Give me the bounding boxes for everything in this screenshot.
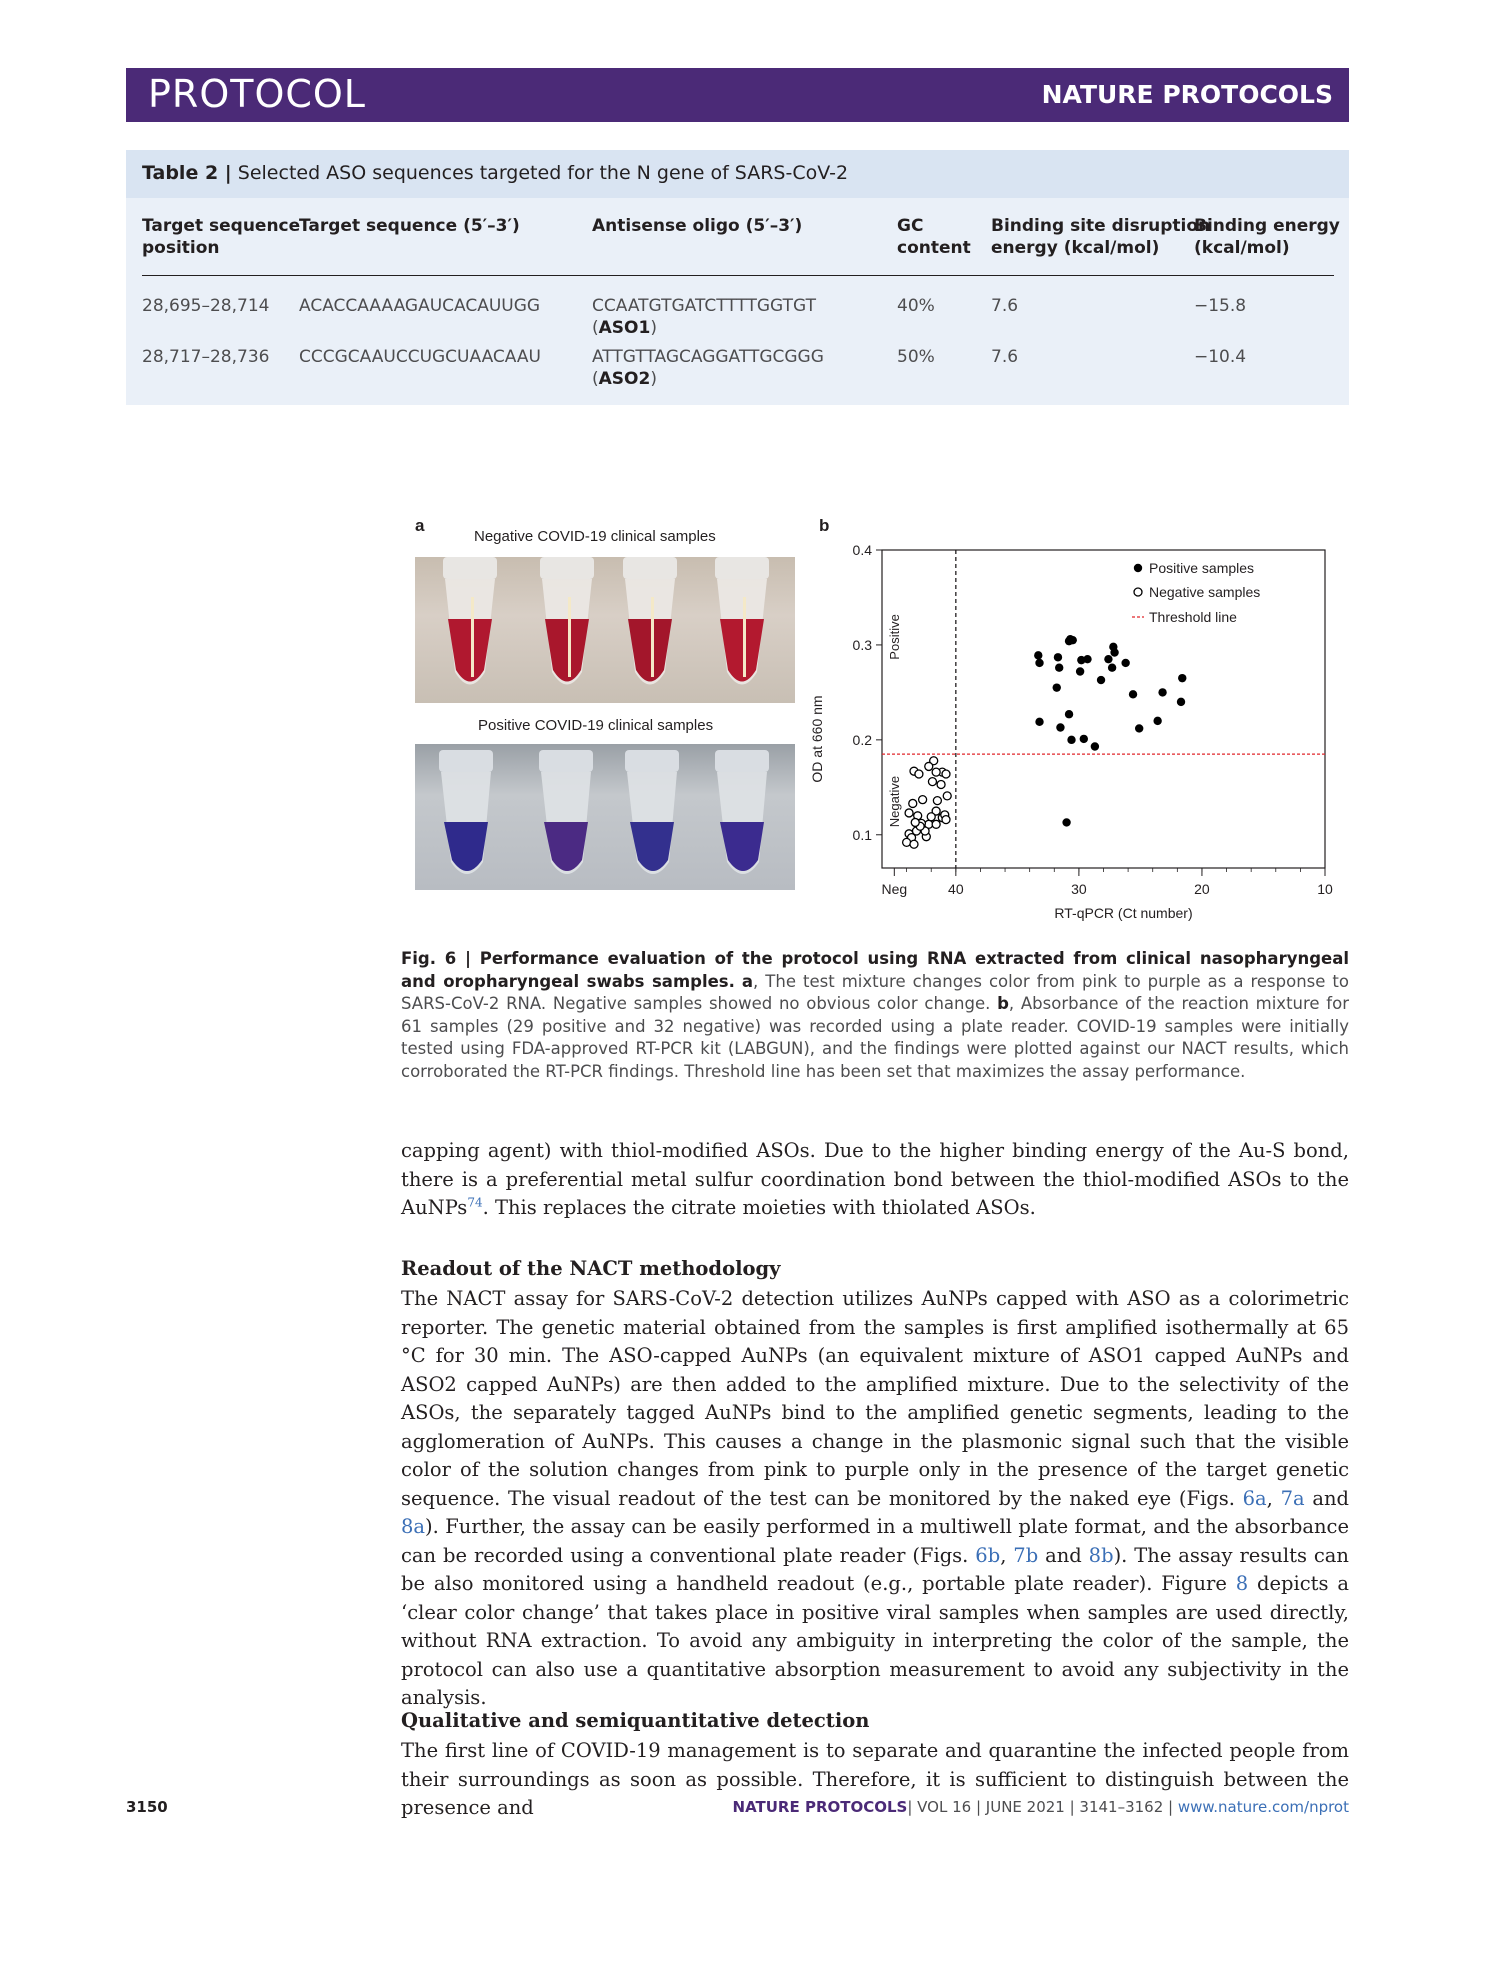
fig-link-6b[interactable]: 6b: [975, 1543, 1001, 1567]
negative-tubes-illustration: [415, 557, 795, 703]
positive-sample-point: [1056, 723, 1064, 731]
col-header-disruption: Binding site disruption energy (kcal/mol): [991, 216, 1211, 258]
x-tick-label: 10: [1317, 881, 1333, 897]
positive-sample-point: [1135, 724, 1143, 732]
positive-photo-title: Positive COVID-19 clinical samples: [478, 717, 714, 734]
tube-neg-4: [715, 557, 769, 685]
positive-sample-point: [1153, 717, 1161, 725]
panel-b-letter: b: [819, 516, 830, 535]
figure-caption: Fig. 6 | Performance evaluation of the protocol using RNA extracted from clinical nasopharyngeal and oropharyngeal swabs samples. a, The test mixture changes color from pink to purple as a response to SARS-CoV-2 RNA. Negative samples showed no obvious color change. b, Absorbance of the reaction mixture for 61 samples (29 positive and 32 negative) was recorded using a plate reader. COVID-19 samples were initially tested using FDA-approved RT-PCR kit (LABGUN), and the findings were plotted against our NACT results, which corroborated the RT-PCR findings. Threshold line has been set that maximizes the assay performance.: [401, 949, 1349, 1081]
fig-link-6a[interactable]: 6a: [1242, 1486, 1267, 1510]
positive-sample-point: [1035, 659, 1043, 667]
negative-sample-point: [925, 762, 933, 770]
negative-sample-point: [927, 813, 935, 821]
positive-sample-point: [1062, 818, 1070, 826]
positive-sample-point: [1080, 735, 1088, 743]
negative-sample-point: [909, 799, 917, 807]
scatter-chart: [800, 530, 1340, 945]
legend-positive-marker: [1134, 564, 1142, 572]
negative-sample-point: [903, 838, 911, 846]
table-title: [142, 162, 848, 184]
x-tick-label: 40: [948, 881, 964, 897]
positive-tubes-illustration: [415, 744, 795, 890]
table-title-band: [126, 150, 1349, 198]
negative-sample-point: [932, 820, 940, 828]
table-title-text: Selected ASO sequences targeted for the N gene of SARS-CoV-2: [237, 162, 849, 184]
table-label: Table 2 |: [142, 162, 232, 184]
row2-binding: −10.4: [1194, 347, 1247, 367]
negative-sample-point: [905, 809, 913, 817]
negative-sample-point: [942, 816, 950, 824]
col-header-gc: GC content: [897, 216, 971, 258]
page-number: 3150: [126, 1798, 168, 1816]
tube-pos-2: [539, 750, 593, 874]
body-paragraph-1: capping agent) with thiol-modified ASOs. Due to the higher binding energy of the Au-S bond, there is a preferential metal sulfur coordination bond between the thiol-modified ASOs to the AuNPs$^{74}$. This replaces the citrate moieties with thiolated ASOs.: [401, 1139, 1349, 1219]
row2-target: CCCGCAAUCCUGCUAACAAU: [299, 347, 541, 367]
row1-gc: 40%: [897, 296, 935, 316]
fig-link-7b[interactable]: 7b: [1013, 1543, 1039, 1567]
y-axis-label: OD at 660 nm: [809, 695, 825, 783]
positive-sample-point: [1076, 667, 1084, 675]
row1-oligo: CCAATGTGATCTTTTGGTGT (ASO1): [592, 296, 816, 338]
legend-negative-label: Negative samples: [1149, 584, 1261, 600]
positive-sample-point: [1035, 718, 1043, 726]
x-axis-label: RT-qPCR (Ct number): [1054, 905, 1193, 921]
header-bar: [126, 68, 1349, 122]
positive-sample-point: [1121, 659, 1129, 667]
positive-sample-point: [1067, 736, 1075, 744]
table-2: [126, 150, 1349, 405]
body-paragraph-2: The NACT assay for SARS-CoV-2 detection utilizes AuNPs capped with ASO as a colorimetric reporter. The genetic material obtained from the samples is first amplified isothermally at 65 °C for 30 min. The ASO-capped AuNPs (an equivalent mixture of ASO1 capped AuNPs and ASO2 capped AuNPs) are then added to the amplified mixture. Due to the selectivity of the ASOs, the separately tagged AuNPs bind to the amplified genetic segments, leading to the agglomeration of AuNPs. This causes a change in the plasmonic signal such that the visible color of the solution changes from pink to purple only in the presence of the target genetic sequence. The visual readout of the test can be monitored by the naked eye (Figs. 6a, 7a and 8a). Further, the assay can be easily performed in a multiwell plate format, and the absorbance can be recorded using a conventional plate reader (Figs. 6b, 7b and 8b). The assay results can be also monitored using a handheld readout (e.g., portable plate reader). Figure 8 depicts a ‘clear color change’ that takes place in positive viral samples when samples are used directly, without RNA extraction. To avoid any ambiguity in interpreting the color of the sample, the protocol can also use a quantitative absorption measurement to avoid any subjectivity in the analysis.: [401, 1287, 1349, 1709]
row2-oligo: ATTGTTAGCAGGATTGCGGG (ASO2): [592, 347, 824, 389]
footer-url[interactable]: www.nature.com/nprot: [1177, 1798, 1349, 1816]
y-tick-label: 0.4: [852, 542, 872, 558]
legend-negative-marker: [1134, 588, 1142, 596]
col-header-oligo: Antisense oligo (5′–3′): [592, 216, 803, 236]
y-tick-label: 0.3: [852, 636, 872, 653]
y-tick-label: 0.2: [852, 731, 872, 748]
negative-sample-point: [937, 780, 945, 788]
positive-sample-point: [1034, 651, 1042, 659]
negative-sample-point: [942, 770, 950, 778]
body-paragraph-3: The first line of COVID-19 management is to separate and quarantine the infected people from their surroundings as soon as possible. Therefore, it is sufficient to distinguish between the presence and: [401, 1739, 1349, 1819]
section-title: PROTOCOL: [148, 72, 366, 116]
positive-sample-point: [1104, 655, 1112, 663]
row2-gc: 50%: [897, 347, 935, 367]
negative-sample-point: [928, 778, 936, 786]
footer-journal-name: NATURE PROTOCOLS: [732, 1798, 908, 1816]
negative-sample-point: [933, 797, 941, 805]
col-header-binding: Binding energy (kcal/mol): [1194, 216, 1340, 258]
reference-74[interactable]: 74: [467, 1195, 483, 1210]
table-rule: [142, 275, 1334, 276]
legend-positive-label: Positive samples: [1149, 560, 1255, 576]
positive-sample-point: [1129, 690, 1137, 698]
panel-a-letter: a: [415, 516, 425, 535]
positive-region-label: Positive: [887, 614, 902, 660]
row1-position: 28,695–28,714: [142, 296, 270, 316]
legend-threshold-label: Threshold line: [1149, 609, 1237, 625]
footer-volume: | VOL 16 | JUNE 2021 | 3141–3162 |: [907, 1798, 1178, 1816]
y-tick-label: 0.1: [852, 826, 872, 843]
row2-position: 28,717–28,736: [142, 347, 270, 367]
fig-link-7a[interactable]: 7a: [1280, 1486, 1305, 1510]
fig-link-8[interactable]: 8: [1235, 1572, 1249, 1595]
row1-disruption: 7.6: [991, 296, 1019, 316]
positive-sample-point: [1158, 688, 1166, 696]
positive-sample-point: [1065, 710, 1073, 718]
positive-sample-point: [1108, 664, 1116, 672]
fig-link-8a[interactable]: 8a: [401, 1515, 426, 1538]
positive-sample-point: [1178, 674, 1186, 682]
col-header-target: Target sequence (5′–3′): [299, 216, 520, 236]
tube-neg-1: [443, 557, 497, 685]
x-tick-label: 20: [1194, 881, 1210, 897]
x-tick-label: 30: [1071, 881, 1087, 897]
positive-sample-point: [1069, 636, 1077, 644]
positive-sample-point: [1091, 742, 1099, 750]
x-tick-label: Neg: [881, 881, 908, 897]
tube-pos-3: [625, 750, 679, 874]
positive-sample-point: [1055, 664, 1063, 672]
positive-sample-point: [1097, 676, 1105, 684]
tube-pos-4: [715, 750, 769, 874]
negative-region-label: Negative: [887, 775, 902, 828]
tube-neg-2: [540, 557, 594, 685]
tube-pos-1: [439, 750, 493, 874]
negative-sample-point: [910, 840, 918, 848]
positive-sample-point: [1177, 698, 1185, 706]
row2-disruption: 7.6: [991, 347, 1019, 367]
negative-sample-point: [943, 792, 951, 800]
negative-photo-title: Negative COVID-19 clinical samples: [474, 528, 716, 545]
heading-qualitative: Qualitative and semiquantitative detection: [401, 1709, 870, 1732]
journal-title: NATURE PROTOCOLS: [1041, 80, 1333, 109]
negative-sample-point: [932, 768, 940, 776]
positive-sample-point: [1053, 683, 1061, 691]
fig-link-8b[interactable]: 8b: [1088, 1543, 1114, 1567]
positive-sample-point: [1054, 653, 1062, 661]
row1-target: ACACCAAAAGAUCACAUUGG: [299, 296, 541, 316]
positive-sample-point: [1110, 648, 1118, 656]
negative-sample-point: [911, 818, 919, 826]
col-header-position: Target sequence position: [142, 216, 301, 258]
negative-sample-point: [915, 770, 923, 778]
negative-samples-photo: [415, 557, 795, 703]
positive-sample-point: [1083, 655, 1091, 663]
positive-samples-photo: [415, 744, 795, 890]
row1-binding: −15.8: [1194, 296, 1247, 316]
heading-readout: Readout of the NACT methodology: [401, 1257, 781, 1280]
footer-citation: [733, 1798, 1349, 1816]
tube-neg-3: [623, 557, 677, 685]
negative-sample-point: [919, 796, 927, 804]
